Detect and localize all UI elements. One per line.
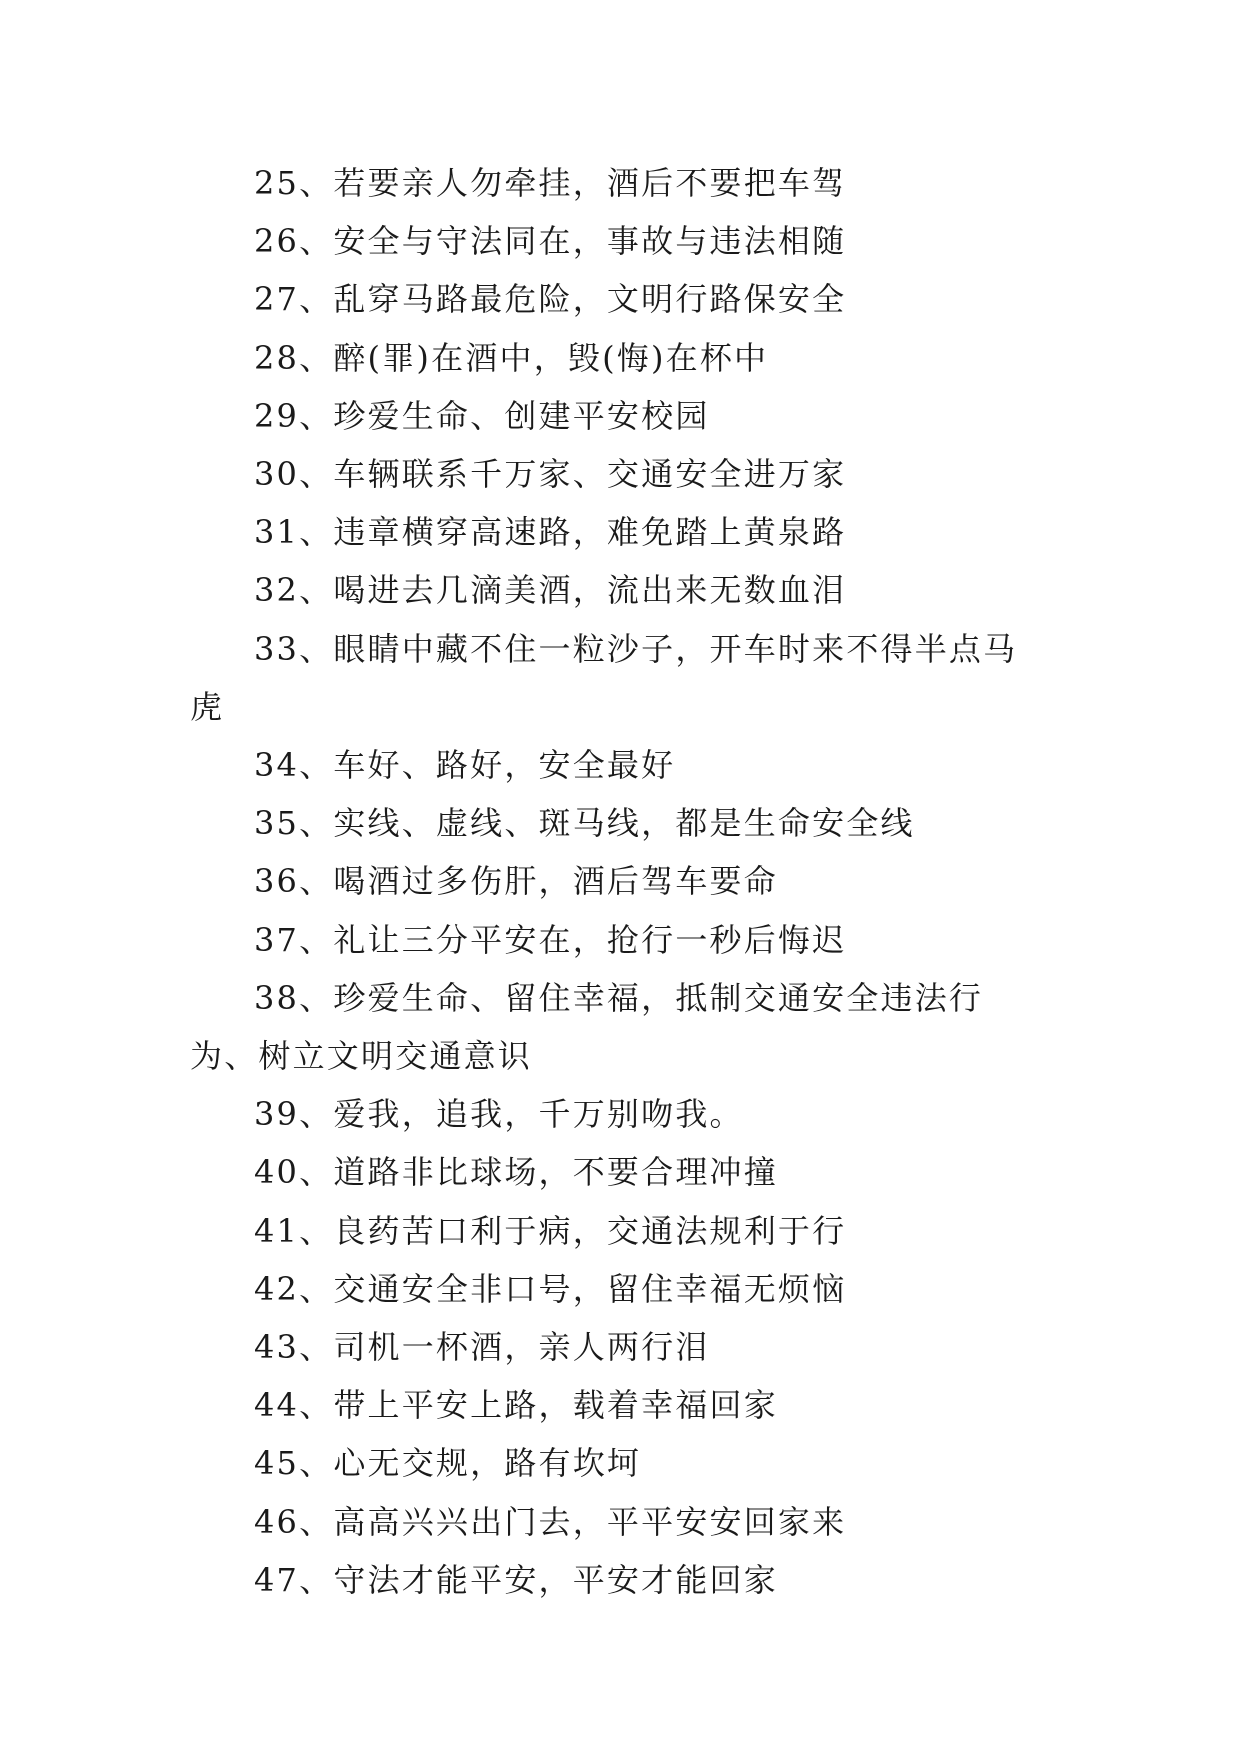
list-item: 30、车辆联系千万家、交通安全进万家 — [254, 455, 847, 494]
list-item: 32、喝进去几滴美酒，流出来无数血泪 — [254, 571, 847, 610]
list-item: 33、眼睛中藏不住一粒沙子，开车时来不得半点马虎 — [190, 629, 1018, 726]
list-item: 36、喝酒过多伤肝，酒后驾车要命 — [254, 862, 778, 901]
list-item: 26、安全与守法同在，事故与违法相随 — [254, 222, 847, 261]
list-item: 45、心无交规，路有坎坷 — [254, 1444, 642, 1483]
list-item: 31、违章横穿高速路，难免踏上黄泉路 — [254, 513, 847, 552]
list-item: 37、礼让三分平安在，抢行一秒后悔迟 — [254, 920, 847, 959]
list-item: 38、珍爱生命、留住幸福，抵制交通安全违法行为、树立文明交通意识 — [190, 978, 984, 1076]
list-item: 47、守法才能平安，平安才能回家 — [254, 1560, 778, 1599]
list-item: 35、实线、虚线、斑马线，都是生命安全线 — [254, 804, 915, 843]
list-item: 43、司机一杯酒，亲人两行泪 — [254, 1328, 710, 1367]
list-item: 41、良药苦口利于病，交通法规利于行 — [254, 1211, 847, 1250]
list-item: 27、乱穿马路最危险，文明行路保安全 — [254, 280, 847, 319]
list-item: 40、道路非比球场，不要合理冲撞 — [254, 1153, 778, 1192]
list-item: 46、高高兴兴出门去，平平安安回家来 — [254, 1502, 847, 1541]
list-item: 28、醉(罪)在酒中，毁(悔)在杯中 — [254, 338, 769, 377]
list-item: 39、爱我，追我，千万别吻我。 — [254, 1095, 744, 1134]
list-item: 25、若要亲人勿牵挂，酒后不要把车驾 — [254, 164, 847, 202]
list-item: 42、交通安全非口号，留住幸福无烦恼 — [254, 1269, 847, 1308]
list-item: 34、车好、路好，安全最好 — [254, 746, 676, 785]
slogan-list — [190, 154, 1050, 1609]
list-item: 44、带上平安上路，载着幸福回家 — [254, 1386, 778, 1425]
list-item: 29、珍爱生命、创建平安校园 — [254, 396, 710, 435]
